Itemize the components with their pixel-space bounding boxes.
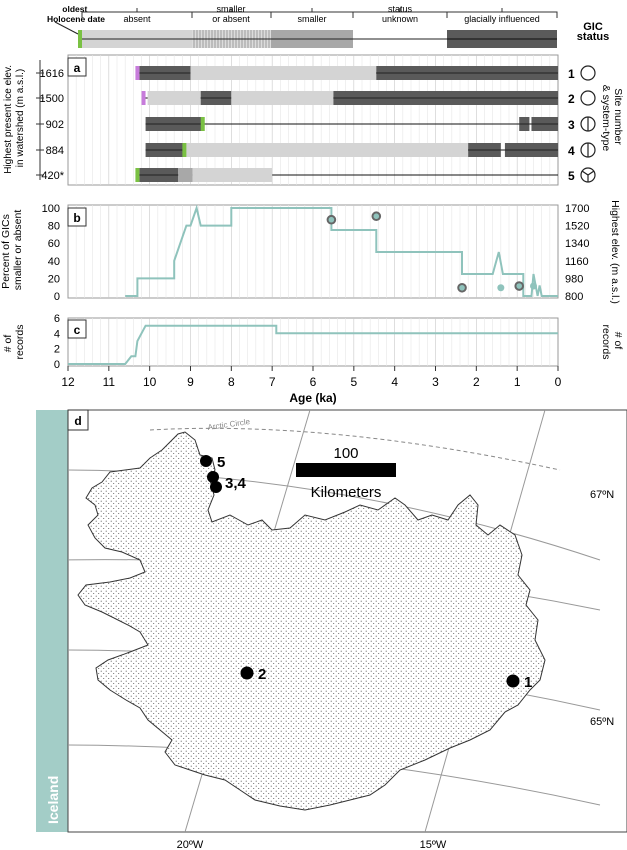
map-site-2-dot <box>241 667 254 680</box>
panel-b-grid <box>76 205 550 298</box>
panel-b-ytick-label: 0 <box>53 291 60 303</box>
legend <box>47 4 609 48</box>
legend-oldest-text: oldest <box>62 4 88 14</box>
panel-b-ytick-label: 60 <box>47 238 60 251</box>
panel-c-ytick-label: 4 <box>53 328 60 341</box>
map-site-34-label: 3,4 <box>225 475 246 492</box>
x-axis-tick-label: 6 <box>309 375 317 389</box>
gic-status-label-line2: status <box>576 31 610 43</box>
map-band-label: Iceland <box>45 775 61 824</box>
x-axis-tick-label: 10 <box>142 375 157 389</box>
x-axis-tick-label: 11 <box>102 375 116 389</box>
map-site-1-label: 1 <box>524 674 533 691</box>
panel-b-percent-line <box>125 208 558 296</box>
map-site-1-dot <box>507 675 520 688</box>
panel-d-label: d <box>74 414 82 428</box>
x-axis-tick-label: 8 <box>227 375 235 389</box>
panel-c-ytick-label: 2 <box>53 343 60 356</box>
legend-label-absent: absent <box>123 14 151 24</box>
panel-a-right-label <box>600 85 624 152</box>
panel-c-ylabel-line2: records <box>14 324 26 360</box>
panel-b-elevation-marker-filled <box>530 283 537 290</box>
legend-label-glacial: glacially influenced <box>464 14 540 24</box>
map-site-5-label: 5 <box>217 454 226 471</box>
panel-a-ylabel <box>3 62 26 174</box>
site-2-segment-absent <box>148 91 201 105</box>
x-axis-tick-label: 4 <box>391 375 399 389</box>
legend-label-unknown-line1: status <box>387 4 413 14</box>
scale-bar-unit: Kilometers <box>310 484 382 501</box>
site-2-oldest-date-marker <box>142 91 146 105</box>
panel-a-right-label-line1: Site number <box>612 88 624 145</box>
panel-b-label: b <box>73 211 81 225</box>
site-3-oldest-date-marker <box>201 117 205 131</box>
panel-a-ylabel-line1: Highest present ice elev. <box>3 65 14 174</box>
panel-b-ytick-label: 40 <box>47 255 60 268</box>
site-3-elev-label: 902 <box>45 119 64 131</box>
gic-status-label-line1: GIC <box>583 21 603 33</box>
site-4-oldest-date-marker <box>182 143 186 157</box>
panel-c-chart <box>54 313 558 371</box>
circle-icon <box>581 91 595 105</box>
site-4-elev-label: 884 <box>45 145 64 157</box>
panel-b-ylabel-line1: Percent of GICs <box>0 214 12 289</box>
site-4-number: 4 <box>568 144 575 158</box>
panel-a-left-axis <box>3 60 40 180</box>
legend-label-smaller: smaller <box>297 14 327 24</box>
legend-oldest-text-line2: Holocene date <box>46 14 106 24</box>
site-1-oldest-date-marker <box>135 66 139 80</box>
x-axis-tick-label: 3 <box>432 375 439 389</box>
map-site-2-label: 2 <box>258 666 267 683</box>
panel-b-ytick-label: 20 <box>47 273 60 286</box>
legend-label-unknown-line2: unknown <box>381 14 419 24</box>
panel-b-y2tick-label: 1520 <box>565 220 590 233</box>
circle-icon <box>581 66 595 80</box>
panel-a-right-label-line2: & system-type <box>600 84 612 152</box>
lat-label-67n: 67ºN <box>590 489 615 501</box>
map-side-band <box>36 410 68 832</box>
x-axis-tick-label: 0 <box>554 375 562 389</box>
site-2-elev-label: 1500 <box>39 93 64 105</box>
panel-c-y2label <box>600 324 624 359</box>
legend-oldest-label <box>47 4 105 24</box>
arctic-circle-label: Arctic Circle <box>207 417 251 432</box>
panel-c-ytick-label: 6 <box>53 313 60 325</box>
x-axis-tick-label: 7 <box>268 375 276 389</box>
map-site-4-dot <box>210 481 222 493</box>
panel-a-site-bars <box>36 66 558 182</box>
legend-label-smaller-or-absent <box>212 4 250 24</box>
panel-b-elevation-marker-hollow <box>515 282 523 290</box>
x-axis-tick-label: 2 <box>472 375 480 389</box>
lon-label-15w: 15ºW <box>419 839 447 850</box>
site-2-number: 2 <box>568 92 575 106</box>
panel-b-y2tick-label: 1700 <box>565 203 590 215</box>
site-5-segment-absent <box>193 168 273 182</box>
panel-c-ytick-label: 0 <box>53 359 60 371</box>
legend-label-smaller-or-absent-line2: or absent <box>212 14 250 24</box>
panel-b-y2tick-label: 1160 <box>565 255 589 268</box>
panel-b-y2tick-label: 980 <box>565 273 584 286</box>
panel-b-y2tick-label: 1340 <box>565 238 590 251</box>
panel-b-y2label: Highest elev. (m a.s.l.) <box>609 200 621 304</box>
panel-c-ylabel <box>2 324 26 359</box>
map-site-5-dot <box>200 455 212 467</box>
panel-b-elevation-marker-filled <box>497 284 504 291</box>
panel-b-ylabel-line2: smaller or absent <box>12 209 24 291</box>
x-axis-tick-label: 12 <box>61 375 75 389</box>
scale-bar-value: 100 <box>333 445 359 462</box>
lat-label-65n: 65ºN <box>590 716 615 728</box>
legend-label-smaller-or-absent-line1: smaller <box>216 4 246 14</box>
site-5-oldest-date-marker <box>135 168 139 182</box>
x-axis <box>61 366 561 389</box>
panel-b-ytick-label: 100 <box>41 203 60 215</box>
scale-bar <box>296 463 396 477</box>
x-axis-label: Age (ka) <box>289 391 337 405</box>
panel-b-elevation-marker-hollow <box>458 284 466 292</box>
x-axis-tick-label: 5 <box>350 375 358 389</box>
site-5-number: 5 <box>568 169 575 183</box>
panel-b-y2tick-label: 800 <box>565 291 584 303</box>
gic-status-label <box>577 21 609 43</box>
site-1-segment-absent <box>191 66 377 80</box>
legend-swatch-glacial-line <box>447 38 557 40</box>
panel-b-ytick-label: 80 <box>47 220 60 233</box>
panel-b-ylabel <box>0 210 24 291</box>
map-panel <box>36 410 627 850</box>
site-2-segment-absent <box>231 91 333 105</box>
panel-a-right-axis <box>568 66 624 183</box>
legend-label-unknown <box>382 4 418 24</box>
x-axis-tick-label: 1 <box>513 375 521 389</box>
site-5-segment-smaller <box>178 168 192 182</box>
site-1-number: 1 <box>568 67 575 81</box>
panel-b-elevation-marker-hollow <box>372 212 380 220</box>
panel-c-label: c <box>73 323 81 337</box>
panel-b-chart <box>42 203 590 303</box>
site-4-segment-absent <box>184 143 468 157</box>
panel-a-ylabel-line2: in watershed (m a.s.l.) <box>15 68 26 168</box>
panel-b-elevation-marker-hollow <box>328 216 336 224</box>
x-axis-tick-label: 9 <box>187 375 194 389</box>
lon-label-20w: 20ºW <box>176 839 204 850</box>
site-3-number: 3 <box>568 118 575 132</box>
legend-oldest-swatch <box>78 30 82 48</box>
panel-c-y2label-line2: records <box>600 324 612 360</box>
site-1-elev-label: 1616 <box>39 68 64 80</box>
panel-c-y2label-line1: # of <box>612 331 624 350</box>
site-5-elev-label: 420* <box>41 170 64 182</box>
panel-a-label: a <box>73 61 81 75</box>
panel-c-ylabel-line1: # of <box>2 334 14 353</box>
